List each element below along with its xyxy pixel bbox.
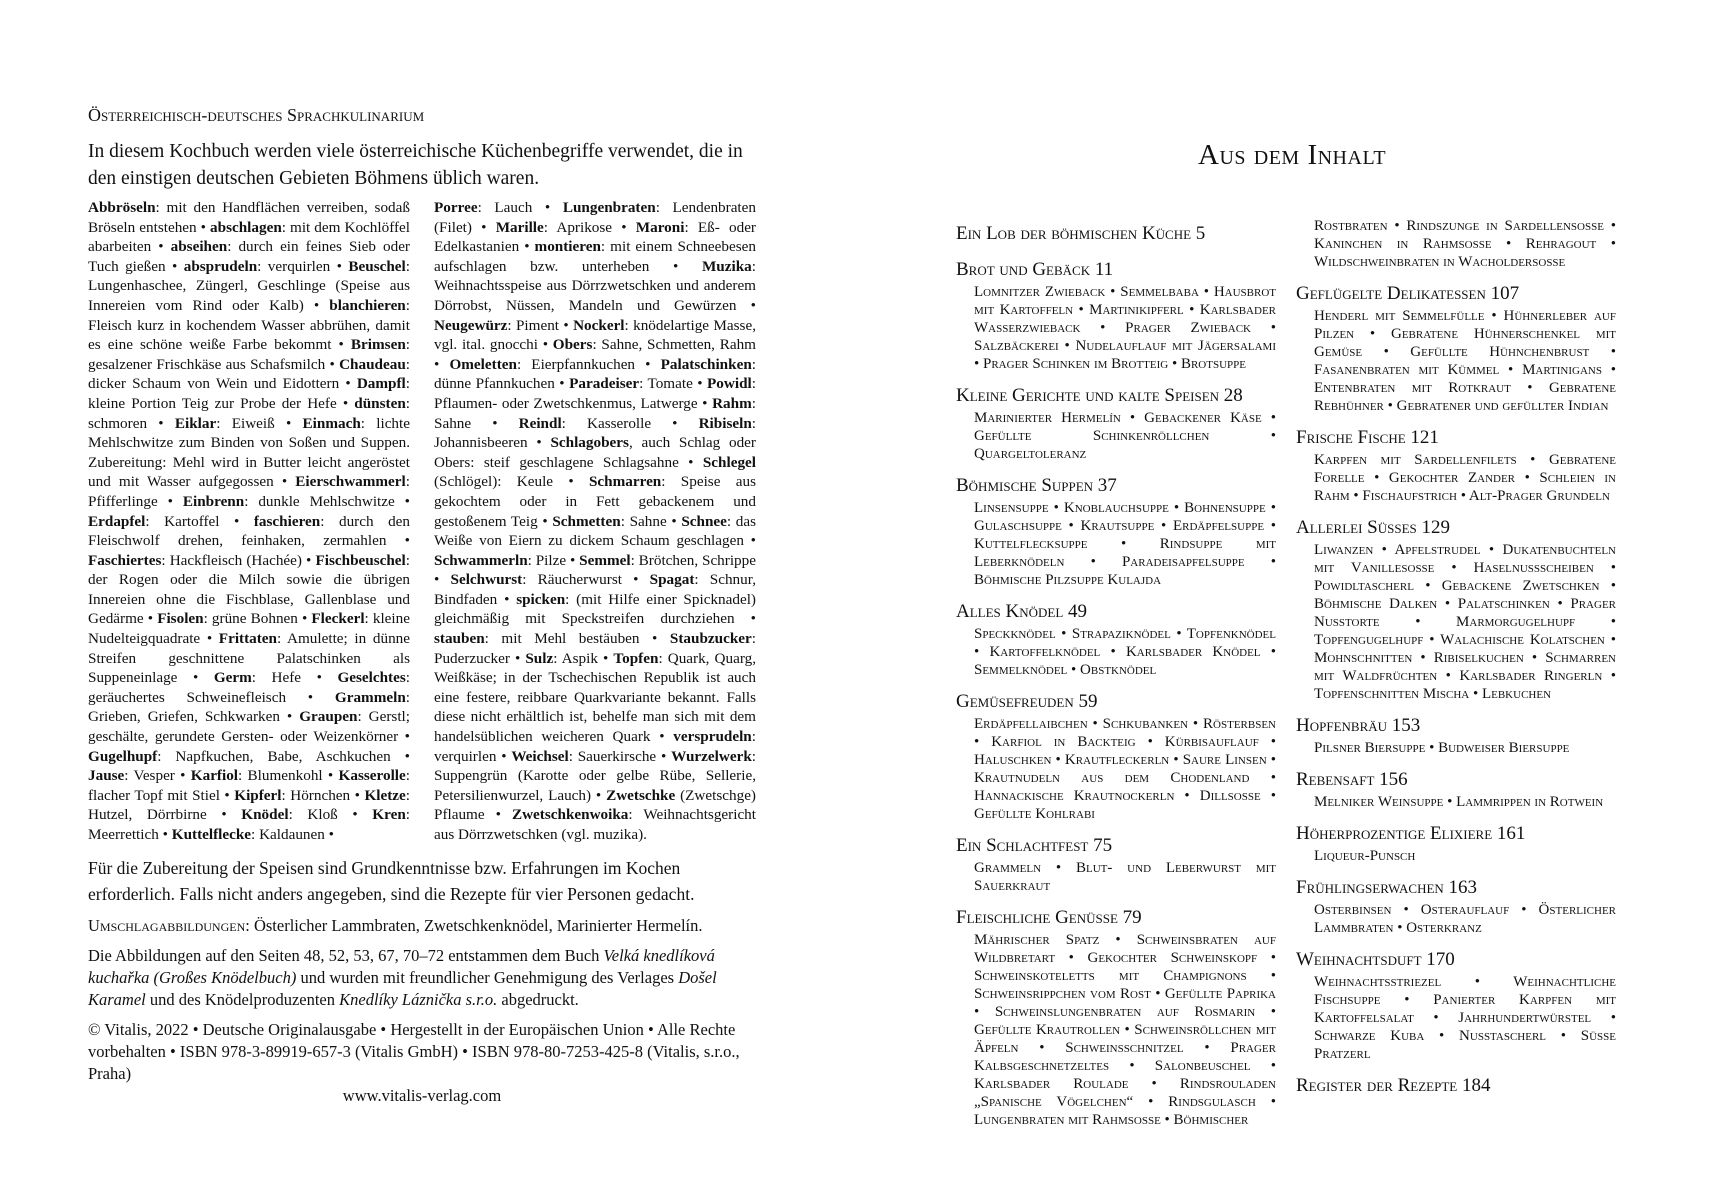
glossary-definition: : Blumenkohl • <box>238 767 339 785</box>
glossary-definition: : Sahne • <box>434 394 756 432</box>
glossary-definition: : Eiweiß • <box>216 414 303 432</box>
publisher-url: www.vitalis-verlag.com <box>342 1085 502 1105</box>
glossary-definition: : Lungenhaschee, Züngerl, Geschlinge (Speise aus Innereien vom Rind oder Kalb) • <box>88 257 410 314</box>
toc-chapter-heading[interactable]: Allerlei Süsses 129 <box>1296 517 1451 538</box>
glossary-definition: : das Weiße von Eiern zu dickem Schaum geschlagen • <box>434 512 757 550</box>
glossary-definition: : (mit Hilfe einer Spicknadel) gleichmäßig mit Speckstreifen durchziehen • <box>434 590 756 628</box>
toc-section <box>1296 821 1616 865</box>
glossary-term: Beuschel <box>348 257 406 275</box>
glossary-definition: : Vesper • <box>124 767 191 785</box>
toc-section <box>956 383 1276 463</box>
glossary-term: faschieren <box>253 512 321 530</box>
glossary-term: Marille <box>495 218 544 236</box>
credits-company: Knedlíky Láznička s.r.o. <box>339 989 498 1009</box>
glossary-definition: : Kartoffel • <box>145 512 254 530</box>
glossary-definition: : flacher Topf mit Stiel • <box>88 767 410 804</box>
glossary-term: Obers <box>552 336 593 354</box>
toc-section <box>1296 713 1616 757</box>
glossary-definition: : Brötchen, Schrippe • <box>434 551 756 589</box>
glossary-definition: : Quark, Quarg, Weißkäse; in der Tschechischen Republik ist auch eine festere, reibbare Quarkvariante bekannt. Falls diese nicht erhältlich ist, behelfe man sich mit dem handelsüblichen weicheren Quark • <box>434 649 757 746</box>
toc-section <box>1296 425 1616 505</box>
glossary-term: Schmetten <box>552 512 621 530</box>
glossary-term: Faschiertes <box>88 551 162 569</box>
glossary-definition: (Zwetschge) Pflaume • <box>434 786 756 824</box>
toc-column-2 <box>1296 218 1616 1109</box>
glossary-term: abschlagen <box>210 218 282 236</box>
glossary-definition: : Pfifferlinge • <box>88 473 410 510</box>
toc-section <box>1296 515 1616 703</box>
toc-section <box>956 257 1276 373</box>
glossary-definition: : Hutzel, Dörrbirne • <box>88 786 410 824</box>
illustration-credits <box>88 945 756 1011</box>
glossary-term: Staubzucker <box>669 630 752 648</box>
glossary-definition: : mit den Handflächen verreiben, sodaß Bröseln entstehen • <box>88 199 410 236</box>
glossary-definition: : Hackfleisch (Hachée) • <box>161 551 316 569</box>
toc-section <box>956 221 1276 247</box>
glossary-definition: : durch den Fleischwolf drehen, feinhaken, zermahlen • <box>88 512 410 550</box>
glossary-term: montieren <box>534 238 601 256</box>
toc-recipe-list: Speckknödel • Strapaziknödel • Topfenknödel • Kartoffelknödel • Karlsbader Knödel • Semmelknödel • Obstknödel <box>974 626 1276 678</box>
glossary-term: Karfiol <box>190 767 239 785</box>
glossary-definition: : dunkle Mehlschwitze • <box>244 492 410 510</box>
toc-section <box>1296 1073 1616 1099</box>
toc-recipe-list: Henderl mit Semmelfülle • Hühnerleber auf Pilzen • Gebratene Hühnerschenkel mit Gemüse • Gefüllte Hühnchenbrust • Fasanenbraten mit Kümmel • Martinigans • Entenbraten mit Rotkraut • Gebratene Rebhühner • Gebratener und gefüllter Indian <box>1314 308 1616 414</box>
glossary-term: Erdapfel <box>88 512 146 530</box>
glossary-definition: : Speise aus gekochtem oder in Fett gebackenem und gestoßenem Teig • <box>434 473 756 530</box>
glossary-definition: : Hörnchen • <box>281 786 365 804</box>
glossary-term: Spagat <box>649 571 695 589</box>
glossary-term: Schlagobers <box>550 434 629 452</box>
toc-recipe-list: Melniker Weinsuppe • Lammrippen in Rotwein <box>1314 794 1604 810</box>
credits-text-b: und wurden mit freundlicher Genehmigung des Verlages <box>296 967 679 987</box>
glossary-definition: : geräuchertes Schweinefleisch • <box>88 669 410 706</box>
glossary-definition: : Aspik • <box>553 649 614 667</box>
toc-chapter-heading[interactable]: Ein Schlachtfest 75 <box>956 835 1113 856</box>
glossary-term: Reindl <box>518 414 562 432</box>
glossary-term: Kasserolle <box>338 767 406 785</box>
toc-chapter-heading[interactable]: Weihnachtsduft 170 <box>1296 949 1455 970</box>
glossary-term: Fischbeuschel <box>315 551 406 569</box>
glossary-term: Topfen <box>613 649 659 667</box>
glossary-term: Schmarren <box>588 473 662 491</box>
toc-recipe-list: Karpfen mit Sardellenfilets • Gebratene Forelle • Gekochter Zander • Schleien in Rahm • Fischaufstrich • Alt-Prager Grundeln <box>1314 452 1616 504</box>
toc-chapter-heading[interactable]: Kleine Gerichte und kalte Speisen 28 <box>956 385 1243 406</box>
glossary-term: Porree <box>434 199 478 216</box>
glossary-term: Nockerl <box>573 316 625 334</box>
toc-chapter-heading[interactable]: Geflügelte Delikatessen 107 <box>1296 283 1520 304</box>
glossary-term: Maroni <box>635 218 685 236</box>
toc-chapter-heading[interactable]: Ein Lob der böhmischen Küche 5 <box>956 223 1206 244</box>
toc-recipe-list: Pilsner Biersuppe • Budweiser Biersuppe <box>1314 740 1570 756</box>
glossary-term: Chaudeau <box>339 355 406 373</box>
glossary-definition: : Lendenbraten (Filet) • <box>434 199 756 236</box>
toc-section <box>956 473 1276 589</box>
glossary-definition: : der Rogen oder die Milch sowie die übrigen Innereien ohne die Fischblase, Gallenblase und Gedärme • <box>88 551 410 628</box>
toc-chapter-heading[interactable]: Register der Rezepte 184 <box>1296 1075 1491 1096</box>
glossary-definition: : gesalzener Frischkäse aus Schafsmilch • <box>88 336 410 373</box>
glossary-definition: : mit einem Schneebesen aufschlagen bzw. unterheben • <box>434 238 756 275</box>
toc-chapter-heading[interactable]: Brot und Gebäck 11 <box>956 259 1114 280</box>
glossary-term: Kipferl <box>234 786 282 804</box>
glossary-definition: : Kaldaunen • <box>251 826 334 843</box>
toc-section <box>1296 281 1616 415</box>
glossary-definition: : kleine Nudelteigquadrate • <box>88 610 410 648</box>
glossary-definition: : dünne Pfannkuchen • <box>434 355 756 393</box>
glossary-definition: : Lauch • <box>477 199 563 216</box>
toc-chapter-heading[interactable]: Hopfenbräu 153 <box>1296 715 1421 736</box>
toc-chapter-heading[interactable]: Frische Fische 121 <box>1296 427 1439 448</box>
toc-section <box>956 689 1276 823</box>
toc-chapter-heading[interactable]: Frühlingserwachen 163 <box>1296 877 1478 898</box>
glossary-term: Grammeln <box>334 688 406 706</box>
glossary-definition: : Eierpfannkuchen • <box>516 355 661 373</box>
glossary-term: Kuttelflecke <box>171 826 252 843</box>
glossary-term: Zwetschkenwoika <box>511 806 629 824</box>
glossary-term: Kren <box>372 806 406 824</box>
glossary-definition: : Piment • <box>507 316 574 334</box>
glossary-column-2 <box>434 198 756 845</box>
glossary-definition: : Hefe • <box>251 669 338 687</box>
credits-book-title: Velká knedlíková kuchařka (Großes Knödelbuch) <box>88 945 715 987</box>
toc-recipe-list: Linsensuppe • Knoblauchsuppe • Bohnensuppe • Gulaschsuppe • Krautsuppe • Erdäpfelsuppe • Kuttelflecksuppe • Rindsuppe mit Leberknödeln • Paradeisapfelsuppe • Böhmische Pilzsuppe Kulajda <box>974 500 1276 588</box>
glossary-term: absprudeln <box>183 257 258 275</box>
preparation-note: Für die Zubereitung der Speisen sind Grundkenntnisse bzw. Erfahrungen im Kochen erforderlich. Falls nicht anders angegeben, sind die Rezepte für vier Personen gedacht. <box>88 857 695 904</box>
glossary-definition: : Suppengrün (Karotte oder gelbe Rübe, Sellerie, Petersilienwurzel, Lauch) • <box>434 747 756 804</box>
glossary-term: Schwammerln <box>434 551 528 569</box>
glossary-definition: : Sahne, Schmetten, Rahm • <box>434 336 756 373</box>
toc-section <box>1296 875 1616 937</box>
glossary-term: Knödel <box>241 806 289 824</box>
glossary-definition: : Schnur, Bindfaden • <box>434 571 756 608</box>
glossary-definition: : Gerstl; geschälte, gerundete Gersten- oder Weizenkörner • <box>88 708 410 746</box>
glossary-definition: : Puderzucker • <box>434 630 756 667</box>
toc-section <box>956 905 1276 1129</box>
glossary-term: Schlegel <box>702 453 756 471</box>
glossary-term: Paradeiser <box>569 375 640 393</box>
credits-text-c: und des Knödelproduzenten <box>145 989 340 1009</box>
glossary-column-1 <box>88 198 410 845</box>
glossary-definition: : Fleisch kurz in kochendem Wasser abbrühen, damit es eine schöne weiße Farbe bekommt • <box>88 296 410 354</box>
glossary-heading: Österreichisch-deutsches Sprachkulinarium <box>88 105 425 125</box>
glossary-term: Semmel <box>579 551 631 569</box>
glossary-definition: : Meerrettich • <box>88 806 410 843</box>
glossary-term: Rahm <box>712 394 752 412</box>
glossary-term: Lungenbraten <box>562 199 656 216</box>
glossary-definition: : Grieben, Griefen, Schkwarken • <box>88 688 410 726</box>
glossary-columns <box>88 198 756 845</box>
toc-recipe-list: Liqueur-Punsch <box>1314 848 1416 864</box>
toc-chapter-heading[interactable]: Rebensaft 156 <box>1296 769 1408 790</box>
glossary-definition: : Räucherwurst • <box>522 571 650 589</box>
glossary-definition: : Kasserolle • <box>561 414 699 432</box>
glossary-term: blanchieren <box>329 296 406 314</box>
glossary-definition: : verquirlen • <box>434 728 756 765</box>
glossary-definition: : kleine Portion Teig zur Probe der Hefe • <box>88 375 410 412</box>
glossary-definition: : Johannisbeeren • <box>434 414 756 452</box>
glossary-term: abseihen <box>170 238 228 256</box>
cover-label: Umschlagabbildungen: <box>88 915 250 935</box>
cover-note <box>88 915 756 937</box>
copyright-line: © Vitalis, 2022 • Deutsche Originalausgabe • Hergestellt in der Europäischen Union • Alle Rechte vorbehalten • ISBN 978-3-89919-657-3 (Vitalis GmbH) • ISBN 978-80-7253-425-8 (Vitalis, s.r.o., Praha) <box>88 1019 740 1083</box>
toc-chapter-heading[interactable]: Böhmische Suppen 37 <box>956 475 1117 496</box>
glossary-term: Selchwurst <box>450 571 523 589</box>
toc-recipe-list: Osterbinsen • Osterauflauf • Österlicher Lammbraten • Osterkranz <box>1314 902 1616 936</box>
glossary-definition: : knödelartige Masse, vgl. ital. gnocchi • <box>434 316 756 354</box>
glossary-term: versprudeln <box>673 728 752 746</box>
glossary-term: spicken <box>516 590 566 608</box>
toc-recipe-list: Grammeln • Blut- und Leberwurst mit Sauerkraut <box>974 860 1276 894</box>
glossary-definition: : Eß- oder Edelkastanien • <box>434 218 756 256</box>
toc-chapter-heading[interactable]: Gemüsefreuden 59 <box>956 691 1098 712</box>
glossary-term: Ribiseln <box>698 414 752 432</box>
glossary-term: Schnee <box>681 512 727 530</box>
toc-section <box>956 599 1276 679</box>
glossary-definition: : schmoren • <box>88 394 410 432</box>
glossary-definition: : Kloß • <box>288 806 373 824</box>
glossary-definition: : Sahne • <box>620 512 682 530</box>
toc-chapter-heading[interactable]: Höherprozentige Elixiere 161 <box>1296 823 1526 844</box>
toc-recipe-list: Liwanzen • Apfelstrudel • Dukatenbuchteln mit Vanillesosse • Haselnussscheiben • Powidltascherl • Gebackene Zwetschken • Böhmische Dalken • Palatschinken • Prager Nusstorte • Marmorgugelhupf • Topfengugelhupf • Walachische Kolatschen • Mohnschnitten • Ribiselkuchen • Schmarren mit Waldfrüchten • Karlsbader Ringerln • Topfenschnitten Mischa • Lebkuchen <box>1314 542 1616 702</box>
glossary-term: Brimsen <box>350 336 406 354</box>
glossary-term: Sulz <box>525 649 554 667</box>
glossary-term: Omeletten <box>449 355 517 373</box>
toc-recipe-list: Lomnitzer Zwieback • Semmelbaba • Hausbrot mit Kartoffeln • Martinikipferl • Karlsbader Wasserzwieback • Prager Zwieback • Salzbäckerei • Nudelauflauf mit Jägersalami • Prager Schinken im Brotteig • Brotsuppe <box>974 284 1276 372</box>
glossary-definition: (Schlögel): Keule • <box>434 473 589 491</box>
glossary-term: Eiklar <box>174 414 217 432</box>
glossary-definition: : Aprikose • <box>543 218 636 236</box>
toc-chapter-heading[interactable]: Fleischliche Genüsse 79 <box>956 907 1142 928</box>
glossary-definition: : durch ein feines Sieb oder Tuch gießen • <box>88 238 410 275</box>
glossary-definition: : mit dem Kochlöffel abarbeiten • <box>88 218 410 256</box>
credits-text-d: abgedruckt. <box>497 989 579 1009</box>
glossary-term: Frittaten <box>218 630 277 648</box>
glossary-term: Fisolen <box>157 610 204 628</box>
glossary-term: Kletze <box>364 786 406 804</box>
glossary-definition: : Pilze • <box>527 551 580 569</box>
toc-recipe-list: Weihnachtsstriezel • Weihnachtliche Fischsuppe • Panierter Karpfen mit Kartoffelsalat • Jahrhundertwürstel • Schwarze Kuba • Nusstascherl • Süsse Pratzerl <box>1314 974 1616 1062</box>
glossary-term: Eierschwammerl <box>295 473 406 491</box>
glossary-definition: : Weihnachtsspeise aus Dörrzwetschken und anderem Dörrobst, Nüssen, Mandeln und Gewürzen • <box>434 257 756 314</box>
glossary-definition: : Weihnachtsgericht aus Dörrzwetschken (vgl. muzika). <box>434 806 756 843</box>
toc-recipe-list: Marinierter Hermelín • Gebackener Käse • Gefüllte Schinkenröllchen • Quargeltoleranz <box>974 410 1276 462</box>
toc-title: Aus dem Inhalt <box>1198 139 1387 171</box>
glossary-definition: : Napfkuchen, Babe, Aschkuchen • <box>157 747 410 765</box>
glossary-definition: : dicker Schaum von Wein und Eidottern • <box>88 355 410 393</box>
glossary-definition: : lichte Mehlschwitze zum Binden von Soßen und Suppen. Zubereitung: Mehl wird in Butter leicht angeröstet und mit Wasser aufgegossen • <box>88 414 410 491</box>
glossary-definition: , auch Schlag oder Obers: steif geschlagene Schlagsahne • <box>434 434 756 471</box>
glossary-term: Neugewürz <box>434 316 508 334</box>
left-page <box>88 104 756 1107</box>
glossary-definition: : Tomate • <box>639 375 708 393</box>
glossary-term: dünsten <box>354 394 406 412</box>
glossary-term: Abbröseln <box>88 199 156 216</box>
glossary-term: Einmach <box>302 414 361 432</box>
toc-recipe-list: Erdäpfellaibchen • Schkubanken • Rösterbsen • Karfiol in Backteig • Kürbisauflauf • Haluschken • Krautfleckerln • Saure Linsen • Krautnudeln aus dem Chodenland • Hannackische Krautnockerln • Dillsosse • Gefüllte Kohlrabi <box>974 716 1276 822</box>
glossary-intro: In diesem Kochbuch werden viele österreichische Küchenbegriffe verwendet, die in den einstigen deutschen Gebieten Böhmens üblich waren. <box>88 141 743 189</box>
glossary-term: Geselchtes <box>337 669 406 687</box>
glossary-definition: : Amulette; in dünne Streifen geschnittene Palatschinken als Suppeneinlage • <box>88 630 410 687</box>
glossary-term: Fleckerl <box>311 610 365 628</box>
glossary-term: Gugelhupf <box>88 747 158 765</box>
credits-publisher: Došel Karamel <box>88 967 717 1009</box>
glossary-term: Weichsel <box>511 747 569 765</box>
cover-text: Österlicher Lammbraten, Zwetschkenknödel, Marinierter Hermelín. <box>249 915 703 935</box>
glossary-term: Dampfl <box>356 375 406 393</box>
glossary-term: Powidl <box>707 375 752 393</box>
glossary-definition: : verquirlen • <box>257 257 349 275</box>
glossary-term: Zwetschke <box>606 786 676 804</box>
glossary-definition: : grüne Bohnen • <box>203 610 312 628</box>
toc-section <box>1296 947 1616 1063</box>
glossary-term: Germ <box>213 669 252 687</box>
toc-chapter-heading[interactable]: Alles Knödel 49 <box>956 601 1088 622</box>
glossary-definition: : Sauerkirsche • <box>568 747 672 765</box>
glossary-definition: : Pflaumen- oder Zwetschkenmus, Latwerge • <box>434 375 756 412</box>
glossary-term: Wurzelwerk <box>671 747 752 765</box>
toc-section <box>1296 767 1616 811</box>
toc-recipe-list: Rostbraten • Rindszunge in Sardellensosse • Kaninchen in Rahmsosse • Rehragout • Wildschweinbraten in Wacholdersosse <box>1314 218 1616 270</box>
toc-section <box>1296 217 1616 271</box>
glossary-term: Jause <box>88 767 125 785</box>
credits-text-a: Die Abbildungen auf den Seiten 48, 52, 53, 67, 70–72 entstammen dem Buch <box>88 945 604 965</box>
glossary-term: Palatschinken <box>660 355 752 373</box>
toc-recipe-list: Mährischer Spatz • Schweinsbraten auf Wildbretart • Gekochter Schweinskopf • Schweinskoteletts mit Champignons • Schweinsrippchen vom Rost • Gefüllte Paprika • Schweinslungenbraten auf Rosmarin • Gefüllte Krautrollen • Schweinsröllchen mit Äpfeln • Schweinsschnitzel • Prager Kalbsgeschnetzeltes • Salonbeuschel • Karlsbader Roulade • Rindsrouladen „Spanische Vögelchen“ • Rindsgulasch • Lungenbraten mit Rahmsosse • Böhmischer <box>974 932 1276 1128</box>
glossary-term: Graupen <box>299 708 358 726</box>
glossary-term: Muzika <box>701 257 752 275</box>
glossary-term: stauben <box>434 630 485 648</box>
toc-section <box>956 833 1276 895</box>
glossary-term: Einbrenn <box>182 492 245 510</box>
toc-column-1 <box>956 221 1276 1139</box>
glossary-definition: : mit Mehl bestäuben • <box>484 630 670 648</box>
